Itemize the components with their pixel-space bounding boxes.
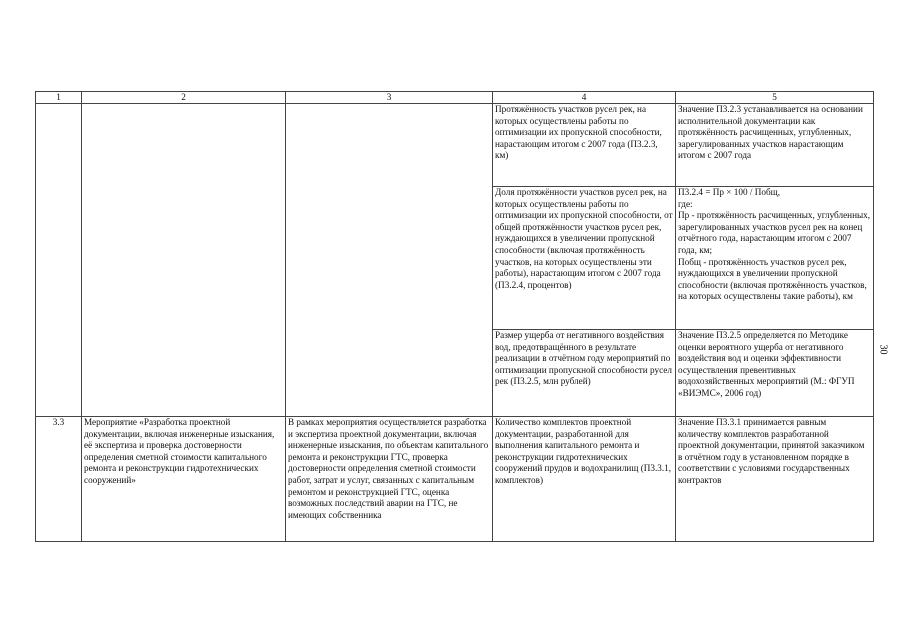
measure-3-3-description: В рамках мероприятия осуществляется разработка и экспертиза проектной документации, включая инженерные изыскания, по объектам капитального ремонта и реконструкции ГТС, проверка достоверности определения сметной стоимости работ, затрат и услуг, связанных с капитальным ремонтом и реконструкцией ГТС, оценка возможных последствий аварии на ГТС, не имеющих собственника [286, 417, 493, 542]
indicator-p3-3-1-name: Количество комплектов проектной документации, разработанной для выполнения капитального ремонта и реконструкции гидротехнических сооружений прудов и водохранилищ (П3.3.1, комплектов) [493, 417, 676, 542]
indicator-p3-2-4-name: Доля протяжённости участков русел рек, на которых осуществлены работы по оптимизации их пропускной способности, от общей протяжённости участков русел рек, нуждающихся в увеличении пропускной способности (включая протяжённость участков, на которых осуществлены эти работы), нарастающим итогом с 2007 года (П3.2.4, процентов) [493, 187, 676, 330]
definition-pr: Пр - протяжённость расчищенных, углубленных, зарегулированных участков русел рек на конец отчётного года, нарастающим итогом с 2007 года, км; [678, 210, 871, 255]
where-line: где: [678, 198, 693, 209]
header-col-1: 1 [36, 92, 82, 104]
indicator-p3-2-5-name: Размер ущерба от негативного воздействия вод, предотвращённого в результате реализации в отчётном году мероприятий по оптимизации пропускной способности русел рек (П3.2.5, млн рублей) [493, 330, 676, 417]
row-3-2-col2 [82, 104, 286, 417]
definition-pobsch: Побщ - протяжённость участков русел рек, нуждающихся в увеличении пропускной способности (включая протяжённость участков, на которых осуществлены такие работы), км [678, 256, 867, 302]
measure-3-3-title: Мероприятие «Разработка проектной документации, включая инженерные изыскания, её экспертиза и проверка достоверности определения сметной стоимости капитального ремонта и реконструкции гидротехнических сооружений» [82, 417, 286, 542]
indicator-p3-2-3-method: Значение П3.2.3 устанавливается на основании исполнительной документации как протяжённость расчищенных, углубленных, зарегулированных участков нарастающим итогом с 2007 года [676, 104, 874, 187]
row-number-3-3: 3.3 [36, 417, 82, 542]
indicator-p3-2-5-method: Значение П3.2.5 определяется по Методике оценки вероятного ущерба от негативного воздействия вод и оценки эффективности осуществления превентивных водохозяйственных мероприятий (М.: ФГУП «ВИЭМС», 2006 год) [676, 330, 874, 417]
header-col-4: 4 [493, 92, 676, 104]
indicator-p3-3-1-method: Значение П3.3.1 принимается равным количеству комплектов разработанной проектной документации, принятой заказчиком в отчётном году в установленном порядке в соответствии с условиями государственных контрактов [676, 417, 874, 542]
table-row [36, 417, 874, 542]
header-col-3: 3 [286, 92, 493, 104]
header-col-5: 5 [676, 92, 874, 104]
page-number: 30 [877, 344, 889, 355]
table-row [36, 104, 874, 187]
indicator-table [35, 91, 874, 542]
row-3-2-col3 [286, 104, 493, 417]
formula-line: П3.2.4 = Пр × 100 / Побщ, [678, 187, 780, 197]
indicator-p3-2-4-method [676, 187, 874, 330]
header-col-2: 2 [82, 92, 286, 104]
indicator-p3-2-3-name: Протяжённость участков русел рек, на которых осуществлены работы по оптимизации их пропускной способности, нарастающим итогом с 2007 года (П3.2.3, км) [493, 104, 676, 187]
table-header-row [36, 92, 874, 104]
row-3-2-col1 [36, 104, 82, 417]
